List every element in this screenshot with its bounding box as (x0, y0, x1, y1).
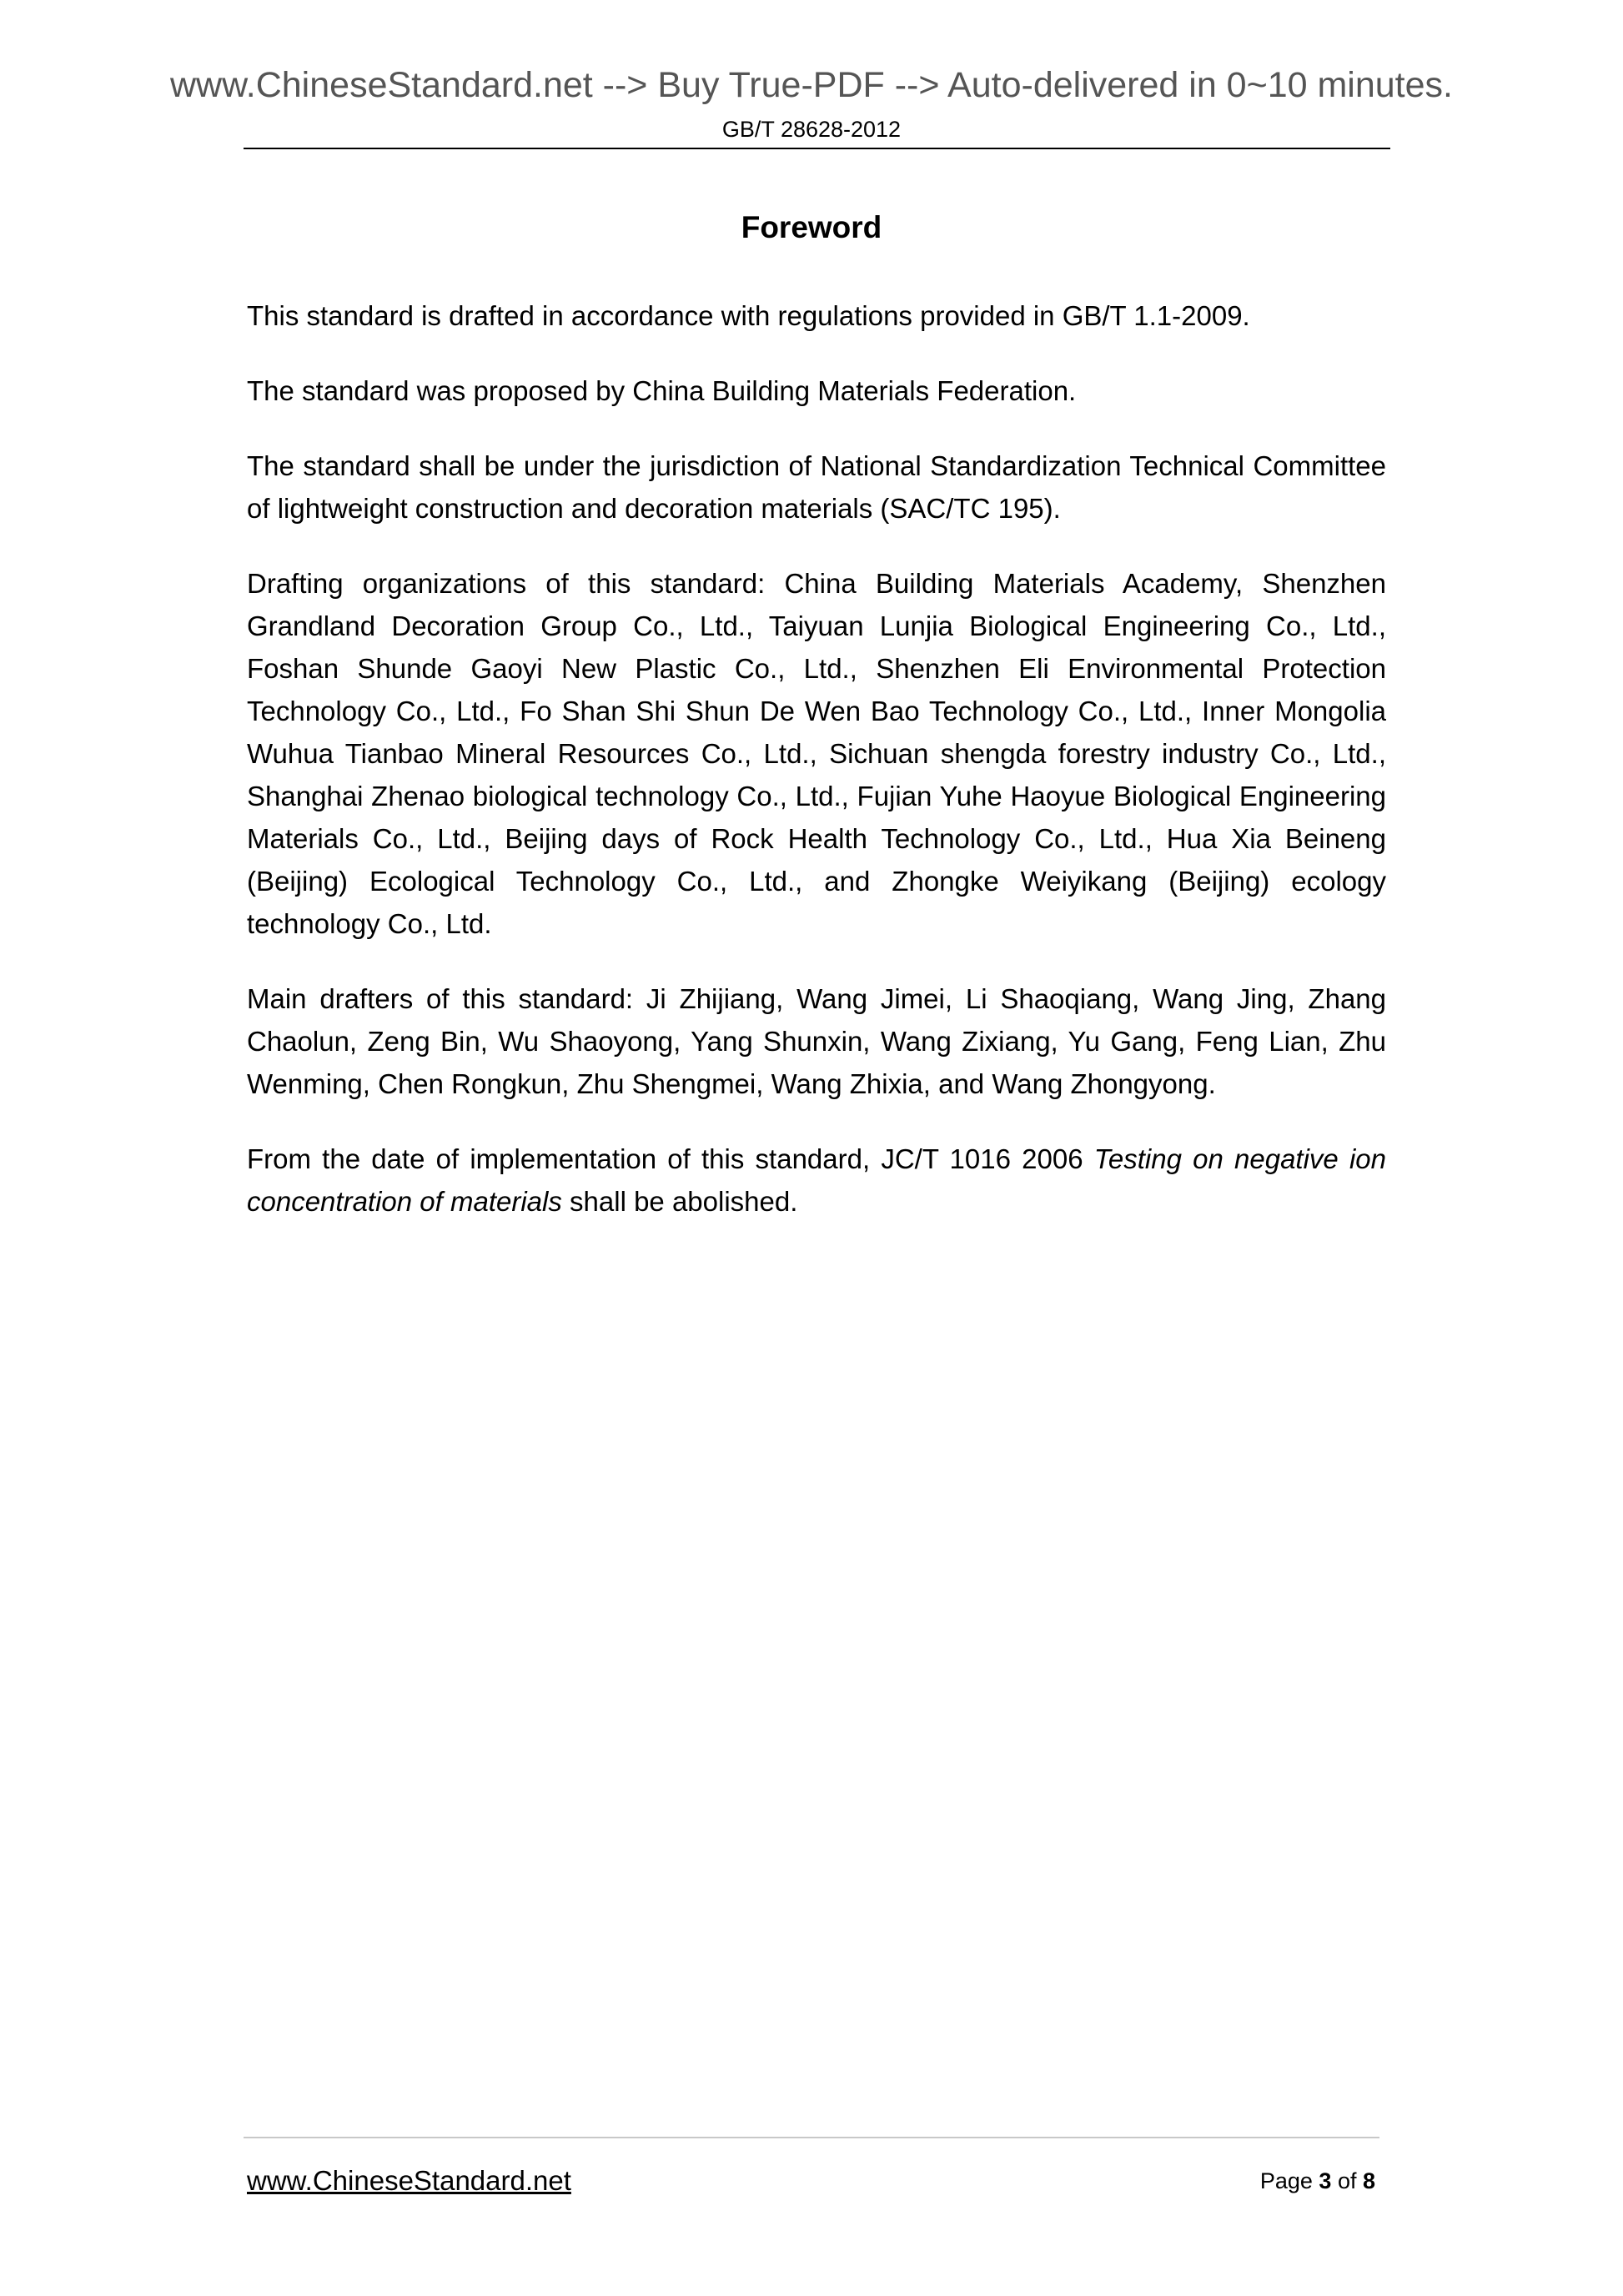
paragraph-proposer: The standard was proposed by China Building Materials Federation. (247, 375, 1077, 406)
paragraph-main-drafters: Main drafters of this standard: Ji Zhijiang, Wang Jimei, Li Shaoqiang, Wang Jing, Zhang Chaolun, Zeng Bin, Wu Shaoyong, Yang Shunxin, Wang Zixiang, Yu Gang, Feng Lian, Zhu Wenming, Chen Rongkun, Zhu Shengmei, Wang Zhixia, and Wang Zhongyong. (247, 983, 1386, 1099)
page-total: 8 (1362, 2168, 1375, 2193)
paragraph-jurisdiction: The standard shall be under the jurisdiction of National Standardization Technical Committee of lightweight construction and decoration materials (SAC/TC 195). (247, 450, 1386, 524)
document-code: GB/T 28628-2012 (721, 117, 902, 142)
paragraph-drafting-rules: This standard is drafted in accordance with regulations provided in GB/T 1.1-2009. (247, 300, 1250, 331)
footer-divider (244, 2137, 1379, 2138)
header-divider (244, 148, 1390, 149)
page-current: 3 (1319, 2168, 1332, 2193)
footer-website-link[interactable]: www.ChineseStandard.net (247, 2165, 571, 2196)
abolished-standard-title: Testing on negative ion concentration of materials (247, 1143, 1386, 1217)
paragraph-drafting-organizations: Drafting organizations of this standard: China Building Materials Academy, Shenzhen Grandland Decoration Group Co., Ltd., Taiyuan Lunjia Biological Engineering Co., Ltd., Foshan Shunde Gaoyi New Plastic Co., Ltd., Shenzhen Eli Environmental Protection Technology Co., Ltd., Fo Shan Shi Shun De Wen Bao Technology Co., Ltd., Inner Mongolia Wuhua Tianbao Mineral Resources Co., Ltd., Sichuan shengda forestry industry Co., Ltd., Shanghai Zhenao biological technology Co., Ltd., Fujian Yuhe Haoyue Biological Engineering Materials Co., Ltd., Beijing days of Rock Health Technology Co., Ltd., Hua Xia Beineng (Beijing) Ecological Technology Co., Ltd., and Zhongke Weiyikang (Beijing) ecology technology Co., Ltd. (247, 568, 1386, 939)
paragraph-abolishment (247, 1138, 1386, 1223)
page-title: Foreword (741, 210, 882, 244)
abolishment-text-start: From the date of implementation of this standard, JC/T 1016 2006 (247, 1143, 1094, 1174)
page-number (1260, 2168, 1375, 2194)
page-prefix: Page (1259, 2168, 1319, 2193)
foreword-body (247, 294, 1386, 1255)
site-banner: www.ChineseStandard.net --> Buy True-PDF --> Auto-delivered in 0~10 minutes. (169, 65, 1453, 105)
abolishment-text-end: shall be abolished. (561, 1186, 798, 1217)
page-of: of (1331, 2168, 1363, 2193)
